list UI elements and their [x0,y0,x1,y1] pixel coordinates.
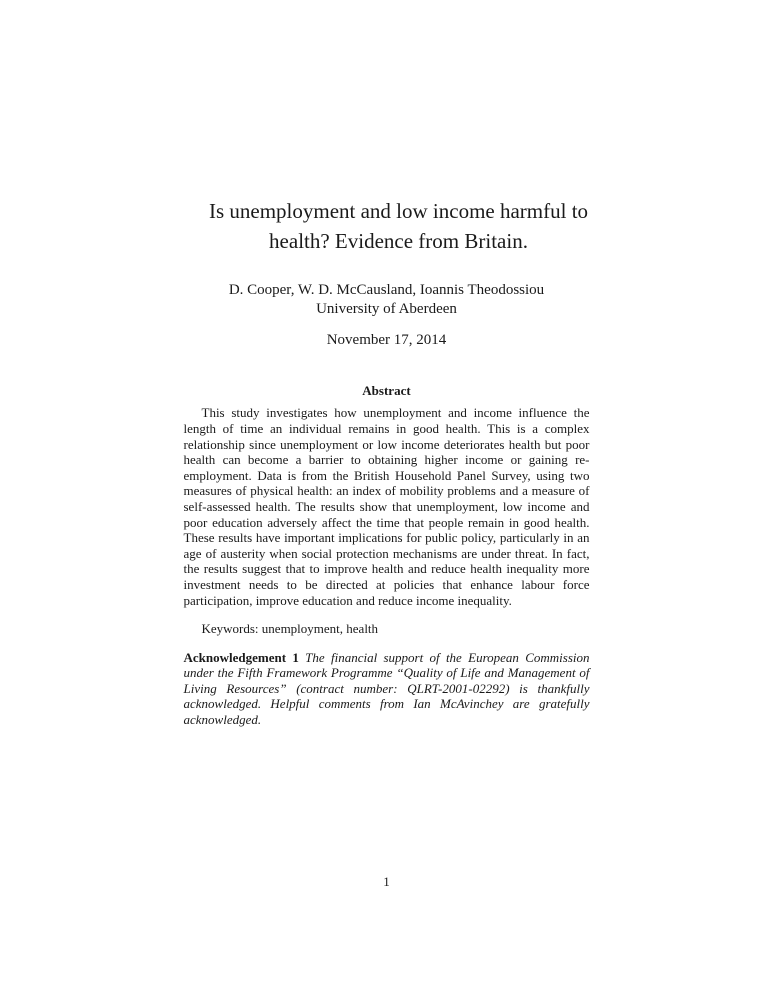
paper-title: Is unemployment and low income harmful to health? Evidence from Britain. [208,199,589,254]
acknowledgement-text: The financial support of the European Commission under the Fifth Framework Programme “Quality of Life and Management of Living Resources” (contract number: QLRT-2001-02292) is thankfully acknowledged. Helpful comments from Ian McAvinchey are gratefully acknowledged. [183,649,590,728]
keywords-line: Keywords: unemployment, health [201,621,379,637]
abstract-text: This study investigates how unemployment and income influence the length of time an individual remains in good health. This is a complex relationship since unemployment or low income deteriorates health but poor health can become a barrier to obtaining higher income or gaining re-employment. Data is from the British Household Panel Survey, using two measures of physical health: an index of mobility problems and a measure of self-assessed health. The results show that unemployment, low income and poor education adversely affect the time that people remain in good health. These results have important implications for public policy, particularly in an age of austerity when social protection mechanisms are under threat. In fact, the results suggest that to improve health and reduce health inequality more investment needs to be directed at policies that enhance labour force participation, improve education and reduce income inequality. [183,405,590,608]
paper-content [184,0,590,728]
paper-affiliation: University of Aberdeen [316,300,457,317]
paper-date: November 17, 2014 [326,332,447,349]
abstract-heading: Abstract [362,383,411,399]
acknowledgement-label: Acknowledgement 1 [183,649,299,665]
paper-authors: D. Cooper, W. D. McCausland, Ioannis Theodossiou [228,281,545,298]
acknowledgement-paragraph [184,650,590,728]
page-number: 1 [383,874,390,889]
